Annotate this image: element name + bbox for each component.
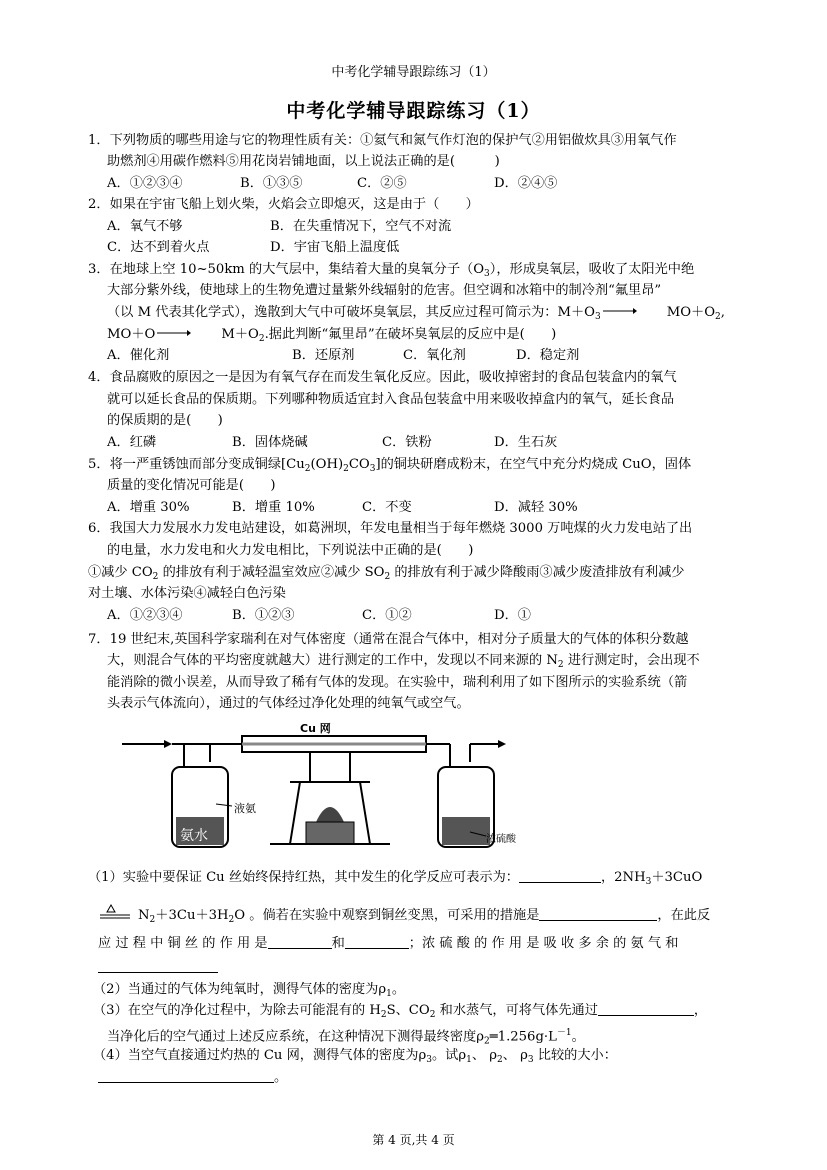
q7-part1-line4 (98, 958, 218, 978)
q2-line1: 2．如果在宇宙飞船上划火柴，火焰会立即熄灭，这是由于（ ） (88, 197, 479, 212)
q4-option-d: D．生石灰 (494, 435, 558, 450)
answer-blank[interactable] (98, 1068, 274, 1083)
q5-option-c: C．不变 (362, 500, 412, 515)
q1-line2: 助燃剂④用碳作燃料⑤用花岗岩铺地面，以上说法正确的是( ) (107, 154, 500, 169)
q3-line3: （以 M 代表其化学式），逸散到大气中可破坏臭氧层，其反应过程可简示为：$M+O_3$ $MO+O_2$, (107, 305, 725, 322)
q7-line3: 能消除的微小误差，从而导致了稀有气体的发现。在实验中，瑞利利用了如下图所示的实验系统（箭 (107, 675, 688, 690)
answer-blank[interactable] (345, 934, 409, 949)
q4-line3: 的保质期的是( ) (107, 413, 223, 428)
q3-line2: 大部分紫外线，使地球上的生物免遭过量紫外线辐射的危害。但空调和冰箱中的制冷剂“氟里昂” (107, 283, 662, 298)
cu-net-label: Cu 网 (300, 722, 331, 735)
page-footer: 第 4 页,共 4 页 (372, 1133, 455, 1147)
answer-blank[interactable] (268, 934, 332, 949)
q1-option-b: B．①③⑤ (240, 176, 303, 191)
q3-option-a: A．催化剂 (107, 348, 170, 363)
q7-part1-line3: 应 过 程 中 铜 丝 的 作 用 是 和 ；浓 硫 酸 的 作 用 是 吸 收 多 余 的 氨 气 和 (98, 936, 679, 951)
q3-option-c: C．氧化剂 (403, 348, 466, 363)
left-bottle-label: 液氨 (234, 802, 256, 815)
q1-option-d: D．②④⑤ (494, 176, 558, 191)
left-bottle-text: 氨水 (180, 828, 208, 844)
q7-line1: 7．19 世纪末,英国科学家瑞利在对气体密度（通常在混合气体中，相对分子质量大的气体的体积分数越 (88, 632, 689, 647)
q3-option-b: B．还原剂 (292, 348, 355, 363)
q6-option-d: D．① (494, 608, 531, 623)
q2-option-d: D．宇宙飞船上温度低 (270, 240, 400, 255)
q7-part2: （2）当通过的气体为纯氧时，测得气体的密度为$\rho_1$。 (93, 982, 406, 999)
heating-equal-sign-icon (98, 903, 132, 921)
answer-blank[interactable] (98, 958, 218, 973)
q7-part4-line1: （4）当空气直接通过灼热的 Cu 网，测得气体的密度为$\rho_3$。试$\rho_1$、 $\rho_2$、 $\rho_3$ 比较的大小： (93, 1048, 617, 1065)
q1-option-c: C．②⑤ (357, 176, 407, 191)
q6-line2: 的电量，水力发电和火力发电相比，下列说法中正确的是( ) (107, 543, 474, 558)
q5-option-d: D．减轻 30% (494, 500, 578, 515)
q7-part4-line2: 。 (98, 1068, 287, 1088)
q6-line1: 6．我国大力发展水力发电站建设，如葛洲坝，年发电量相当于每年燃烧 3000 万吨煤的火力发电站了出 (88, 521, 693, 536)
q6-line3: ①减少 $CO_2$ 的排放有利于减轻温室效应②减少 $SO_2$ 的排放有利于减少降酸雨③减少废渣排放有利减少 (88, 565, 685, 582)
apparatus-figure (120, 722, 520, 854)
answer-blank[interactable] (519, 868, 601, 883)
reaction-arrow-icon (155, 326, 191, 340)
q7-part1-line1: （1）实验中要保证 Cu 丝始终保持红热，其中发生的化学反应可表示为： ，$2NH_3+3CuO$ (88, 870, 703, 887)
answer-blank[interactable] (539, 906, 657, 921)
q3-line1: 3．在地球上空 10~50km 的大气层中，集结着大量的臭氧分子$(O_3)$，形成臭氧层，吸收了太阳光中绝 (88, 262, 695, 279)
q5-line1: 5．将一严重锈蚀而部分变成铜绿$[Cu_2(OH)_2CO_3]$的铜块研磨成粉末，在空气中充分灼烧成 CuO，固体 (88, 457, 692, 474)
q7-line4: 头表示气体流向），通过的气体经过净化处理的纯氧气或空气。 (107, 696, 470, 711)
reaction-arrow-icon (601, 304, 637, 318)
q4-line2: 就可以延长食品的保质期。下列哪种物质适宜封入食品包装盒中用来吸收掉盒内的氧气，延长食品 (107, 392, 675, 407)
q4-option-c: C．铁粉 (382, 435, 432, 450)
q5-option-b: B．增重 10% (232, 500, 315, 515)
page-title: 中考化学辅导跟踪练习（1） (286, 100, 541, 122)
q2-option-a: A．氧气不够 (107, 219, 183, 234)
q1-option-a: A．①②③④ (107, 176, 183, 191)
q3-line4: MO＋O $M+O_2$.据此判断“氟里昂”在破坏臭氧层的反应中是( ) (107, 327, 557, 344)
q1-line1: 1．下列物质的哪些用途与它的物理性质有关：①氦气和氮气作灯泡的保护气②用铝做炊具③用氧气作 (88, 133, 677, 148)
q7-part3-line2: 当净化后的空气通过上述反应系统，在这种情况下测得最终密度$\rho_2═1.256g\cdot L^{-1}$。 (107, 1028, 585, 1047)
q7-part3-line1: （3）在空气的净化过程中，为除去可能混有的 $H_2S$、$CO_2$ 和水蒸气，可将气体先通过 ， (93, 1003, 708, 1020)
q6-option-a: A．①②③④ (107, 608, 183, 623)
q5-line2: 质量的变化情况可能是( ) (107, 478, 276, 493)
right-bottle-label: 浓硫酸 (486, 834, 516, 845)
q4-line1: 4．食品腐败的原因之一是因为有氧气存在而发生氧化反应。因此，吸收掉密封的食品包装盒内的氧气 (88, 370, 677, 385)
q6-option-c: C．①② (362, 608, 412, 623)
q2-option-b: B．在失重情况下，空气不对流 (270, 219, 452, 234)
q7-part1-line2: $N_2+3Cu+3H_2O$ 。倘若在实验中观察到铜丝变黑，可采用的措施是 ，在此反 (98, 903, 710, 926)
q4-option-a: A．红磷 (107, 435, 157, 450)
answer-blank[interactable] (598, 1001, 694, 1016)
q7-line2: 大，则混合气体的平均密度就越大）进行测定的工作中，发现以不同来源的 $N_2$ 进行测定时，会出现不 (107, 653, 700, 670)
apparatus-diagram (120, 722, 520, 854)
q2-option-c: C．达不到着火点 (107, 240, 210, 255)
page-header: 中考化学辅导跟踪练习（1） (331, 65, 496, 80)
q3-option-d: D．稳定剂 (516, 348, 580, 363)
q6-line4: 对土壤、水体污染④减轻白色污染 (88, 586, 286, 601)
q5-option-a: A．增重 30% (107, 500, 190, 515)
q4-option-b: B．固体烧碱 (232, 435, 308, 450)
q6-option-b: B．①②③ (232, 608, 295, 623)
